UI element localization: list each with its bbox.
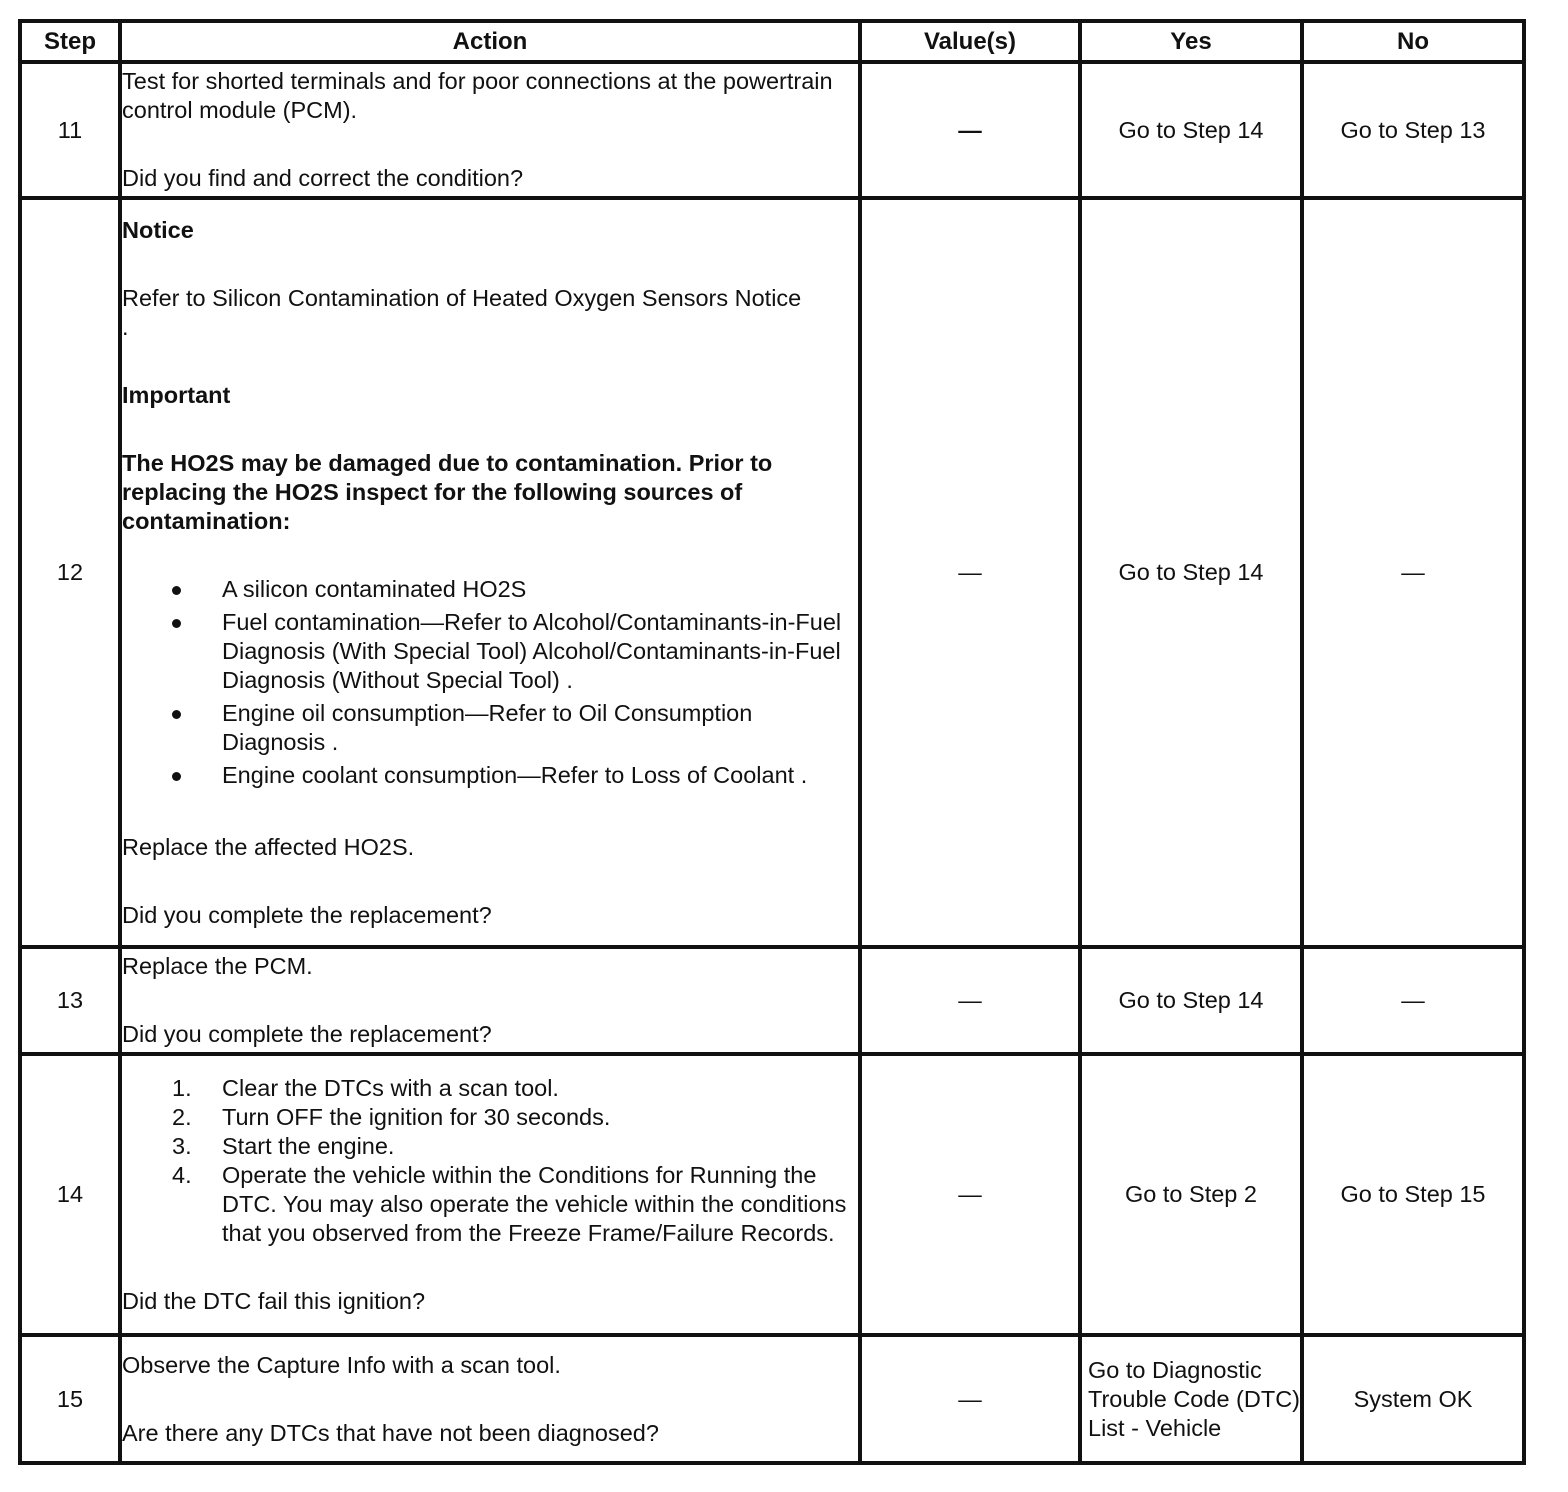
list-item: 2. Turn OFF the ignition for 30 seconds. <box>172 1103 611 1130</box>
action-cell <box>120 947 860 1054</box>
table-row-step-14 <box>20 1054 1524 1335</box>
step-number: 13 <box>20 947 120 1054</box>
notice-period: . <box>122 313 129 340</box>
value-dash: — <box>958 1385 982 1412</box>
value-cell <box>860 1335 1080 1463</box>
yes-go-to-step-2[interactable]: Go to Step 2 <box>1080 1054 1302 1335</box>
step-number: 11 <box>20 62 120 198</box>
action-question: Did the DTC fail this ignition? <box>122 1287 426 1314</box>
action-question: Are there any DTCs that have not been diagnosed? <box>122 1419 659 1446</box>
notice-text[interactable]: Refer to Silicon Contamination of Heated Oxygen Sensors Notice <box>122 284 802 311</box>
list-item: A silicon contaminated HO2S <box>122 575 858 604</box>
yes-go-to-step-14[interactable]: Go to Step 14 <box>1080 62 1302 198</box>
value-cell <box>860 62 1080 198</box>
action-cell <box>120 198 860 947</box>
action-question: Did you find and correct the condition? <box>122 165 524 191</box>
value-dash: — <box>958 987 982 1013</box>
value-cell <box>860 198 1080 947</box>
list-item: 4. Operate the vehicle within the Conditions for Running the DTC. You may also operate the vehicle within the conditions that you observed from the Freeze Frame/Failure Records. <box>172 1161 847 1246</box>
list-item: 1. Clear the DTCs with a scan tool. <box>172 1074 559 1101</box>
yes-go-to-step-14[interactable]: Go to Step 14 <box>1080 947 1302 1054</box>
action-question: Did you complete the replacement? <box>122 1021 492 1047</box>
table-row-step-15 <box>20 1335 1524 1463</box>
bullet-icon <box>172 619 181 628</box>
step-number: 12 <box>20 198 120 947</box>
header-step: Step <box>20 21 120 62</box>
action-text: Replace the PCM. <box>122 953 313 979</box>
header-row <box>20 21 1524 62</box>
step-number: 14 <box>20 1054 120 1335</box>
no-value: — <box>1302 198 1524 947</box>
header-yes: Yes <box>1080 21 1302 62</box>
no-system-ok: System OK <box>1302 1335 1524 1463</box>
notice-heading: Notice <box>122 216 194 243</box>
table-row-step-11 <box>20 62 1524 198</box>
contamination-sources-list <box>122 575 858 790</box>
list-item: Fuel contamination—Refer to Alcohol/Contaminants-in-Fuel Diagnosis (With Special Tool) Alcohol/Contaminants-in-Fuel Diagnosis (Without Special Tool) . <box>122 608 858 695</box>
list-item: 3. Start the engine. <box>172 1132 395 1159</box>
action-cell <box>120 1054 860 1335</box>
action-cell <box>120 1335 860 1463</box>
no-value: — <box>1302 947 1524 1054</box>
header-action: Action <box>120 21 860 62</box>
action-instruction: Replace the affected HO2S. <box>122 833 415 860</box>
list-item: Engine coolant consumption—Refer to Loss of Coolant . <box>122 761 858 790</box>
bullet-icon <box>172 772 181 781</box>
procedure-steps-list <box>122 1074 858 1248</box>
table-row-step-12 <box>20 198 1524 947</box>
action-text: Observe the Capture Info with a scan tool. <box>122 1351 561 1378</box>
header-no: No <box>1302 21 1524 62</box>
value-dash: — <box>958 1181 982 1207</box>
header-values: Value(s) <box>860 21 1080 62</box>
value-cell <box>860 1054 1080 1335</box>
diagnostic-table <box>18 19 1526 1465</box>
no-go-to-step-15[interactable]: Go to Step 15 <box>1302 1054 1524 1335</box>
yes-go-to-step-14[interactable]: Go to Step 14 <box>1080 198 1302 947</box>
bullet-icon <box>172 586 181 595</box>
important-heading: Important <box>122 381 231 408</box>
action-question: Did you complete the replacement? <box>122 901 492 928</box>
value-dash: — <box>958 116 982 143</box>
list-item: Engine oil consumption—Refer to Oil Consumption Diagnosis . <box>122 699 858 757</box>
value-cell <box>860 947 1080 1054</box>
yes-go-to-dtc-list[interactable]: Go to Diagnostic Trouble Code (DTC) List - Vehicle <box>1080 1335 1302 1463</box>
value-dash: — <box>958 559 982 585</box>
table-row-step-13 <box>20 947 1524 1054</box>
bullet-icon <box>172 710 181 719</box>
important-text: The HO2S may be damaged due to contamination. Prior to replacing the HO2S inspect for the following sources of contamination: <box>122 449 773 534</box>
no-go-to-step-13[interactable]: Go to Step 13 <box>1302 62 1524 198</box>
action-text: Test for shorted terminals and for poor connections at the powertrain control module (PCM). <box>122 68 833 123</box>
step-number: 15 <box>20 1335 120 1463</box>
action-cell <box>120 62 860 198</box>
